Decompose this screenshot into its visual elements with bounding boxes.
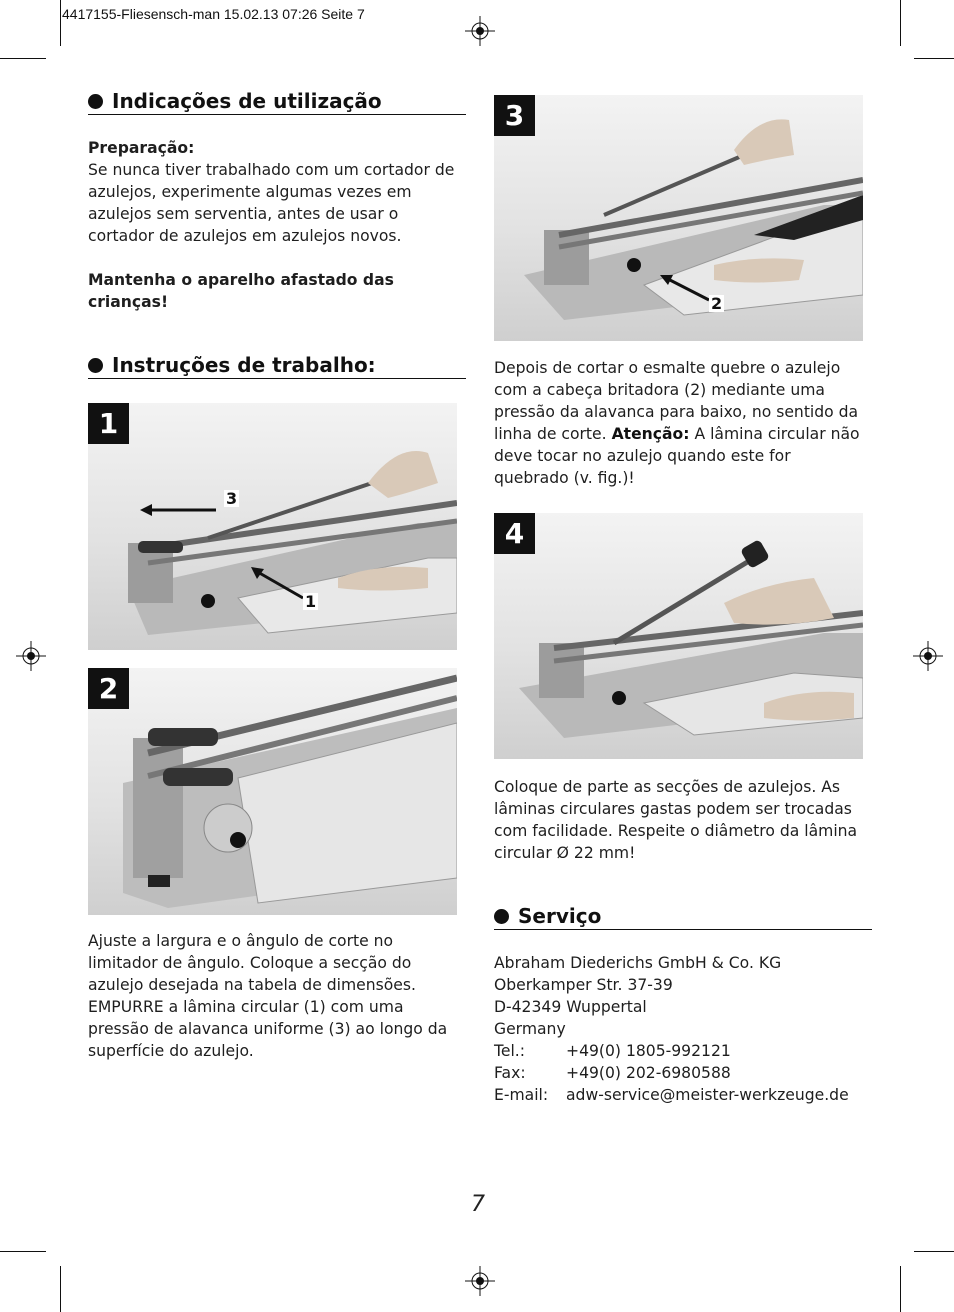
figure-3-attention-label: Atenção: (611, 425, 690, 443)
crop-mark (900, 0, 901, 46)
crop-mark (0, 1251, 46, 1252)
city-address: D-42349 Wuppertal (494, 998, 647, 1016)
email-value: adw-service@meister-werkzeuge.de (566, 1086, 849, 1104)
fax-row (494, 1062, 874, 1084)
figure-2-description: Ajuste a largura e o ângulo de corte no limitador de ângulo. Coloque a secção do azulejo desejada na tabela de dimensões. EMPURRE a lâmina circular (1) com uma pressão de alavanca uniforme (3) ao longo da superfície do azulejo. (88, 932, 448, 1060)
street-address: Oberkamper Str. 37-39 (494, 976, 673, 994)
figure-3-photo (494, 95, 863, 341)
phone-value: +49(0) 1805-992121 (566, 1042, 731, 1060)
figure-3-callout-2: 2 (711, 294, 723, 313)
figure-4-photo (494, 513, 863, 759)
print-header: 4417155-Fliesensch-man 15.02.13 07:26 Seite 7 (62, 6, 365, 22)
tile-cutter-illustration (88, 403, 457, 650)
fax-value: +49(0) 202-6980588 (566, 1064, 731, 1082)
section-heading-usage: Indicações de utilização (88, 89, 466, 115)
preparation-text: Se nunca tiver trabalhado com um cortador de azulejos, experimente algumas vezes em azulejos sem serventia, antes de usar o cortador de azulejos em azulejos novos. (88, 161, 455, 245)
crop-mark (60, 0, 61, 46)
child-warning: Mantenha o aparelho afastado das crianças! (88, 271, 394, 311)
tile-cutter-illustration (494, 513, 863, 759)
registration-mark-icon (465, 16, 495, 46)
figure-1-callout-1: 1 (305, 592, 317, 611)
preparation-block (88, 137, 468, 247)
registration-mark-icon (16, 641, 46, 671)
figure-1-photo (88, 403, 457, 650)
figure-2-photo (88, 668, 457, 915)
registration-mark-icon (913, 641, 943, 671)
crop-mark (0, 58, 46, 59)
figure-2-number: 2 (88, 668, 129, 709)
crop-mark (60, 1266, 61, 1312)
country: Germany (494, 1020, 566, 1038)
figure-4-number: 4 (494, 513, 535, 554)
phone-label: Tel.: (494, 1042, 526, 1060)
figure-3-text-a: Depois de cortar o esmalte quebre o azulejo com a cabeça britadora (2) mediante uma pressão da alavanca para baixo, no sentido da linha de corte. (494, 359, 859, 443)
section-heading-service: Serviço (494, 904, 872, 930)
crop-mark (900, 1266, 901, 1312)
bullet-icon (494, 909, 509, 924)
crop-mark (914, 58, 954, 59)
company-name: Abraham Diederichs GmbH & Co. KG (494, 954, 782, 972)
figure-3-description (494, 357, 870, 489)
fax-label: Fax: (494, 1064, 526, 1082)
figure-1-callout-3: 3 (226, 489, 238, 508)
figure-3-number: 3 (494, 95, 535, 136)
preparation-label: Preparação: (88, 139, 195, 157)
crop-mark (914, 1251, 954, 1252)
bullet-icon (88, 94, 103, 109)
bullet-icon (88, 358, 103, 373)
registration-mark-icon (465, 1266, 495, 1296)
service-contact (494, 952, 874, 1106)
figure-3-text-b: A lâmina circular não deve tocar no azulejo quando este for quebrado (v. fig.)! (494, 425, 860, 487)
phone-row (494, 1040, 874, 1062)
page-number: 7 (471, 1192, 485, 1217)
figure-1-number: 1 (88, 403, 129, 444)
figure-4-description: Coloque de parte as secções de azulejos. As lâminas circulares gastas podem ser trocadas com facilidade. Respeite o diâmetro da lâmina circular Ø 22 mm! (494, 778, 858, 862)
email-row (494, 1084, 874, 1106)
tile-cutter-illustration (494, 95, 863, 341)
tile-cutter-illustration (88, 668, 457, 915)
section-heading-instructions: Instruções de trabalho: (88, 353, 466, 379)
email-label: E-mail: (494, 1086, 549, 1104)
